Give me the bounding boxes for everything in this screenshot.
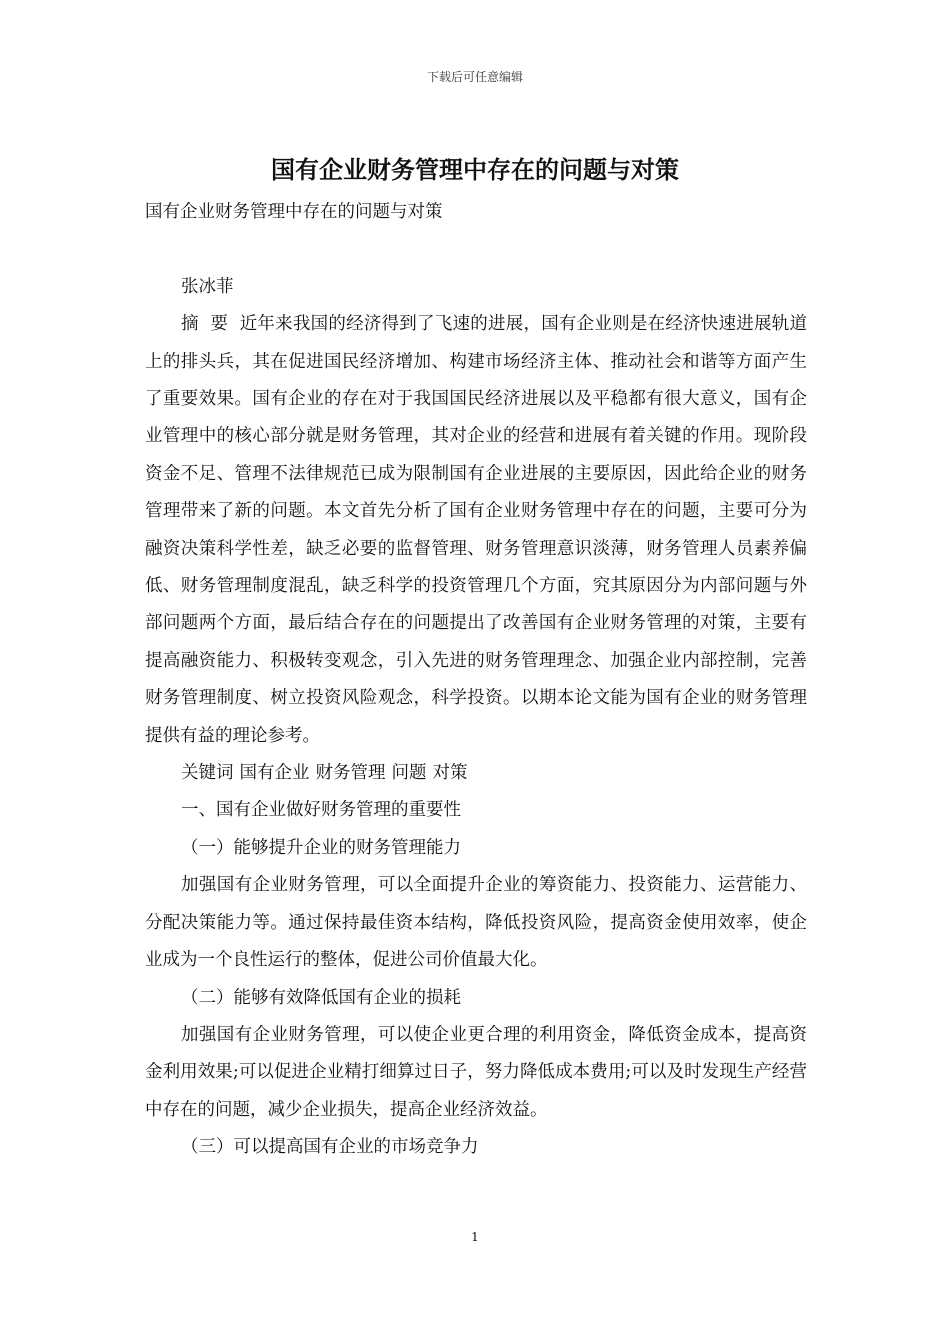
abstract-label: 摘 要 (181, 314, 229, 335)
body-paragraph: 加强国有企业财务管理，可以使企业更合理的利用资金，降低资金成本，提高资金利用效果;可以促进企业精打细算过日子，努力降低成本费用;可以及时发现生产经营中存在的问题，减少企业损失，提高企业经济效益。 (145, 1024, 807, 1120)
document-body (145, 194, 807, 1167)
keyword: 国有企业 (239, 763, 310, 784)
header-note: 下载后可任意编辑 (426, 70, 523, 84)
document-subtitle: 国有企业财务管理中存在的问题与对策 (145, 202, 443, 222)
abstract-paragraph (145, 306, 807, 755)
keyword: 问题 (391, 763, 427, 784)
subsection-heading: （二）能够有效降低国有企业的损耗 (181, 987, 461, 1008)
keywords-line (145, 755, 807, 792)
subsection-heading: （一）能够提升企业的财务管理能力 (181, 837, 461, 858)
subsection-heading: （三）可以提高国有企业的市场竞争力 (181, 1137, 479, 1158)
blank-line (145, 231, 807, 268)
section-heading: 一、国有企业做好财务管理的重要性 (181, 800, 461, 821)
page-title: 国有企业财务管理中存在的问题与对策 (271, 155, 679, 184)
body-paragraph: 加强国有企业财务管理，可以全面提升企业的筹资能力、投资能力、运营能力、分配决策能力等。通过保持最佳资本结构，降低投资风险，提高资金使用效率，使企业成为一个良性运行的整体，促进公司价值最大化。 (145, 875, 807, 971)
abstract-text: 近年来我国的经济得到了飞速的进展，国有企业则是在经济快速进展轨道上的排头兵，其在促进国民经济增加、构建市场经济主体、推动社会和谐等方面产生了重要效果。国有企业的存在对于我国国民经济进展以及平稳都有很大意义，国有企业管理中的核心部分就是财务管理，其对企业的经营和进展有着关键的作用。现阶段资金不足、管理不法律规范已成为限制国有企业进展的主要原因，因此给企业的财务管理带来了新的问题。本文首先分析了国有企业财务管理中存在的问题，主要可分为融资决策科学性差，缺乏必要的监督管理、财务管理意识淡薄，财务管理人员素养偏低、财务管理制度混乱，缺乏科学的投资管理几个方面，究其原因分为内部问题与外部问题两个方面，最后结合存在的问题提出了改善国有企业财务管理的对策，主要有提高融资能力、积极转变观念，引入先进的财务管理理念、加强企业内部控制，完善财务管理制度、树立投资风险观念，科学投资。以期本论文能为国有企业的财务管理提供有益的理论参考。 (145, 314, 807, 746)
page-number: 1 (471, 1230, 479, 1244)
author-name: 张冰菲 (181, 276, 234, 297)
keyword: 对策 (432, 763, 468, 784)
keywords-label: 关键词 (181, 763, 234, 784)
keyword: 财务管理 (315, 763, 386, 784)
